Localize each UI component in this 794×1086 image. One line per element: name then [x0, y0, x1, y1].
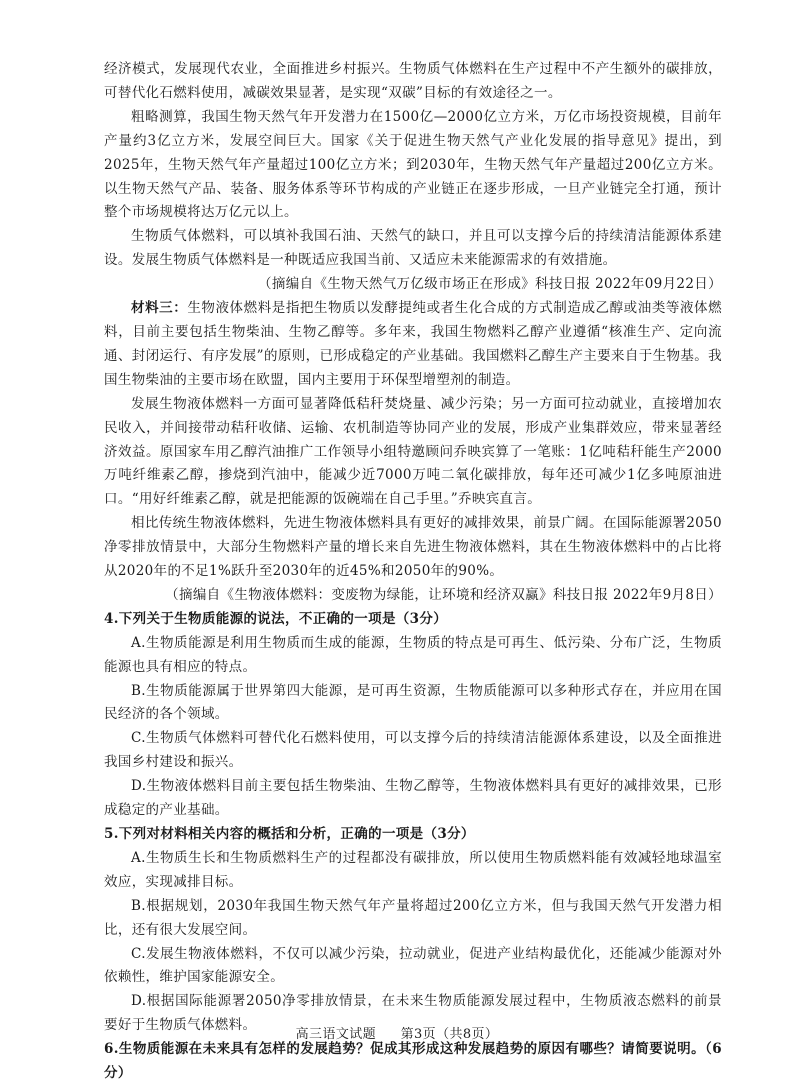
paragraph-text: A.生物质能源是利用生物质而生成的能源，生物质的特点是可再生、低污染、分布广泛，生物质能源也具有相应的特点。 — [104, 634, 722, 675]
answer-option — [104, 680, 722, 728]
page-footer — [0, 1023, 794, 1042]
body-paragraph — [104, 58, 722, 106]
body-paragraph — [104, 297, 722, 393]
source-citation — [104, 584, 722, 608]
source-citation — [104, 273, 722, 297]
paragraph-text: C.发展生物液体燃料，不仅可以减少污染，拉动就业，促进产业结构最优化，还能减少能源对外依赖性，维护国家能源安全。 — [104, 945, 722, 986]
paragraph-text: A.生物质生长和生物质燃料生产的过程都没有碳排放，所以使用生物质燃料能有效减轻地球温室效应，实现减排目标。 — [104, 849, 722, 890]
paragraph-text: 经济模式，发展现代农业，全面推进乡村振兴。生物质气体燃料在生产过程中不产生额外的碳排放，可替代化石燃料使用，减碳效果显著，是实现“双碳”目标的有效途径之一。 — [104, 61, 722, 101]
answer-option — [104, 895, 722, 943]
paragraph-text: （摘编自《生物液体燃料：变废物为绿能，让环境和经济双赢》科技日报 2022年9月8日） — [165, 586, 722, 603]
question-stem — [104, 1038, 722, 1086]
paragraph-text: （摘编自《生物天然气万亿级市场正在形成》科技日报 2022年09月22日） — [258, 276, 722, 293]
paragraph-text: D.根据国际能源署2050净零排放情景，在未来生物质能源发展过程中，生物质液态燃料的前景要好于生物质气体燃料。 — [104, 993, 722, 1034]
question-stem — [104, 823, 722, 847]
paragraph-text: 4.下列关于生物质能源的说法，不正确的一项是（3分） — [104, 610, 448, 627]
paragraph-text: B.根据规划，2030年我国生物天然气年产量将超过200亿立方米，但与我国天然气开发潜力相比，还有很大发展空间。 — [104, 897, 722, 938]
material-label: 材料三： — [131, 300, 188, 317]
body-paragraph — [104, 106, 722, 226]
paragraph-text: 5.下列对材料相关内容的概括和分析，正确的一项是（3分） — [104, 826, 475, 842]
footer-page-number: 第3页（共8页） — [400, 1027, 499, 1042]
paragraph-text: 粗略测算，我国生物天然气年开发潜力在1500亿—2000亿立方米，万亿市场投资规模，目前年产量约3亿立方米，发展空间巨大。国家《关于促进生物天然气产业化发展的指导意见》提出，到2025年，生物天然气年产量超过100亿立方米；到2030年，生物天然气年产量超过200亿立方米。以生物天然气产品、装备、服务体系等环节构成的产业链正在逐步形成，一旦产业链完全打通，预计整个市场规模将达万亿元以上。 — [104, 108, 722, 221]
paragraph-text: 生物质气体燃料，可以填补我国石油、天然气的缺口，并且可以支撑今后的持续清洁能源体系建设。发展生物质气体燃料是一种既适应我国当前、又适应未来能源需求的有效措施。 — [104, 228, 722, 269]
answer-option — [104, 775, 722, 823]
body-paragraph — [104, 393, 722, 513]
question-stem — [104, 608, 722, 632]
paragraph-text: 6.生物质能源在未来具有怎样的发展趋势？促成其形成这种发展趋势的原因有哪些？请简要说明。（6分） — [104, 1041, 722, 1082]
paragraph-text: 发展生物液体燃料一方面可显著降低秸秆焚烧量、减少污染；另一方面可拉动就业，直接增加农民收入，并间接带动秸秆收储、运输、农机制造等协同产业的发展，形成产业集群效应，带来显著经济效益。原国家车用乙醇汽油推广工作领导小组特邀顾问乔映宾算了一笔账：1亿吨秸秆能生产2000万吨纤维素乙醇，掺烧到汽油中，能减少近7000万吨二氧化碳排放，每年还可减少1亿多吨原油进口。“用好纤维素乙醇，就是把能源的饭碗端在自己手里。”乔映宾直言。 — [104, 395, 722, 508]
body-paragraph — [104, 512, 722, 584]
paragraph-text: 相比传统生物液体燃料，先进生物液体燃料具有更好的减排效果，前景广阔。在国际能源署2050净零排放情景中，大部分生物燃料产量的增长来自先进生物液体燃料，其在生物液体燃料中的占比将从2020年的不足1%跃升至2030年的近45%和2050年的90%。 — [104, 515, 722, 580]
answer-option — [104, 847, 722, 895]
page-content — [104, 58, 722, 1086]
answer-option — [104, 632, 722, 680]
body-paragraph — [104, 225, 722, 273]
paragraph-text: C.生物质气体燃料可替代化石燃料使用，可以支撑今后的持续清洁能源体系建设，以及全面推进我国乡村建设和振兴。 — [104, 730, 722, 771]
answer-option — [104, 943, 722, 991]
answer-option — [104, 727, 722, 775]
footer-subject: 高三语文试题 — [295, 1027, 377, 1042]
paragraph-text: 生物液体燃料是指把生物质以发酵提纯或者生化合成的方式制造成乙醇或油类等液体燃料，目前主要包括生物柴油、生物乙醇等。多年来，我国生物燃料乙醇产业遵循“核准生产、定向流通、封闭运行、有序发展”的原则，已形成稳定的产业基础。我国燃料乙醇生产主要来自于生物基。我国生物柴油的主要市场在欧盟，国内主要用于环保型增塑剂的制造。 — [104, 300, 722, 388]
paragraph-text: B.生物质能源属于世界第四大能源，是可再生资源，生物质能源可以多种形式存在，并应用在国民经济的各个领域。 — [104, 682, 722, 723]
paragraph-text: D.生物液体燃料目前主要包括生物柴油、生物乙醇等，生物液体燃料具有更好的减排效果，已形成稳定的产业基础。 — [104, 778, 722, 819]
